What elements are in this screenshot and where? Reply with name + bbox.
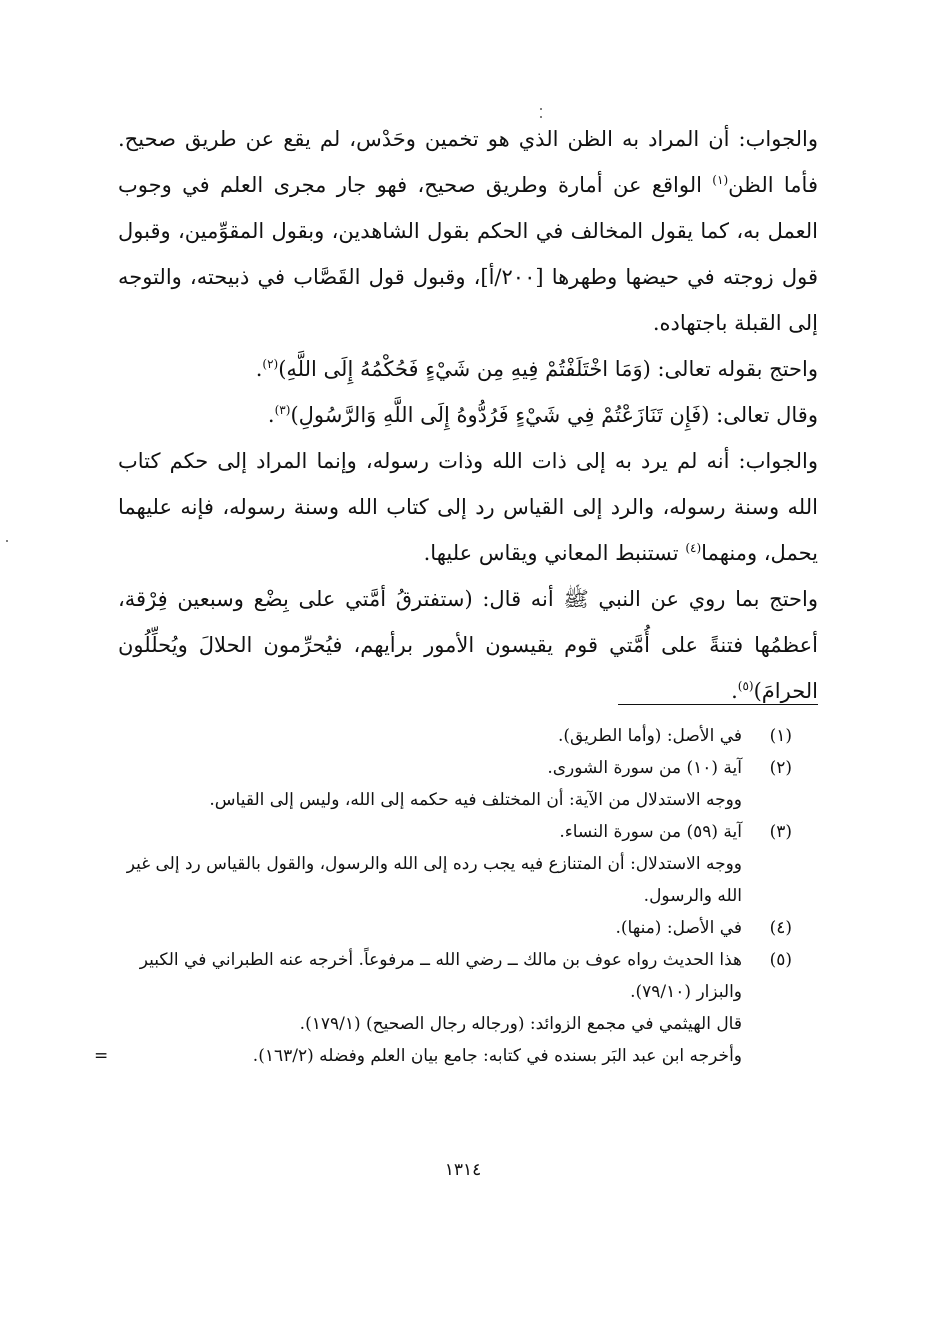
footnote-ref: (٤)	[685, 541, 702, 555]
paragraph: واحتج بقوله تعالى: (وَمَا اخْتَلَفْتُمْ فِيهِ مِن شَيْءٍ فَحُكْمُهُ إِلَى اللَّهِ)$^{(٢)}$.	[255, 357, 818, 381]
footnote	[100, 752, 792, 784]
footnote-text: آية (٥٩) من سورة النساء.	[559, 822, 742, 842]
footnote-text: في الأصل: (وأما الطريق).	[558, 726, 742, 746]
footnote-text: هذا الحديث رواه عوف بن مالك ــ رضي الله ــ مرفوعاً. أخرجه عنه الطبراني في الكبير والبزار (٧٩/١٠).	[139, 950, 742, 1002]
paragraph: وقال تعالى: (فَإِن تَنَازَعْتُمْ فِي شَيْءٍ فَرُدُّوهُ إِلَى اللَّهِ وَالرَّسُولِ)$^{(٣)}$.	[267, 403, 818, 427]
footnote-number: (٤)	[769, 918, 792, 938]
continuation-mark: =	[94, 1046, 109, 1066]
footnote	[100, 816, 792, 848]
footnote-number: (٣)	[769, 822, 792, 842]
footnote-text: ووجه الاستدلال من الآية: أن المختلف فيه حكمه إلى الله، وليس إلى القياس.	[209, 790, 742, 810]
footnote-number: (٥)	[769, 950, 792, 970]
footnote-text: ووجه الاستدلال: أن المتنازع فيه يجب رده إلى الله والرسول، والقول بالقياس رد إلى غير الله والرسول.	[126, 854, 742, 906]
footnote-text: قال الهيثمي في مجمع الزوائد: (ورجاله رجال الصحيح) (١٧٩/١).	[299, 1014, 742, 1034]
scan-speck	[540, 108, 542, 110]
paragraph: واحتج بما روي عن النبي ﷺ أنه قال: (ستفترقُ أمَّتي على بِضْع وسبعين فِرْقة، أعظمُها فتنةً على أُمَّتي قوم يقيسون الأمور برأيهم، فيُحرِّمون الحلالَ ويُحلِّلُون الحرامَ)$^{(٥)}$.	[118, 587, 818, 703]
footnote	[100, 720, 792, 752]
footnote	[100, 944, 792, 1008]
page-number: ١٣١٤	[444, 1160, 482, 1180]
footnote-ref: (٥)	[737, 679, 754, 693]
footnote-ref: (١)	[712, 173, 729, 187]
footnote-separator	[618, 704, 818, 705]
footnote-text-last: وأخرجه ابن عبد البَر بسنده في كتابه: جامع بيان العلم وفضله (١٦٣/٢). =	[100, 1040, 792, 1072]
footnote-text: آية (١٠) من سورة الشورى.	[547, 758, 742, 778]
footnote-ref: (٢)	[262, 357, 279, 371]
footnote-text: في الأصل: (منها).	[615, 918, 742, 938]
scan-speck	[6, 540, 8, 542]
footnote-ref: (٣)	[274, 403, 291, 417]
main-text	[118, 116, 818, 714]
footnote-number: (٢)	[769, 758, 792, 778]
footnote	[100, 912, 792, 944]
footnote-number: (١)	[769, 726, 792, 746]
footnotes	[94, 720, 792, 1072]
scan-speck	[540, 116, 542, 118]
paragraph: والجواب: أن المراد به الظن الذي هو تخمين وحَدْس، لم يقع عن طريق صحيح. فأما الظن$^{(١)}$ الواقع عن أمارة وطريق صحيح، فهو جار مجرى العلم في وجوب العمل به، كما يقول المخالف في الحكم بقول الشاهدين، وبقول المقوِّمين، وقبول قول زوجته في حيضها وطهرها [٢٠٠/أ]، وقبول قول القَصَّاب في ذبيحته، والتوجه إلى القبلة باجتهاده.	[118, 127, 819, 335]
paragraph: والجواب: أنه لم يرد به إلى ذات الله وذات رسوله، وإنما المراد إلى حكم كتاب الله وسنة رسوله، والرد إلى القياس رد إلى كتاب الله وسنة رسوله، فإنه عليهما يحمل، ومنهما$^{(٤)}$ تستنبط المعاني ويقاس عليها.	[118, 449, 818, 565]
